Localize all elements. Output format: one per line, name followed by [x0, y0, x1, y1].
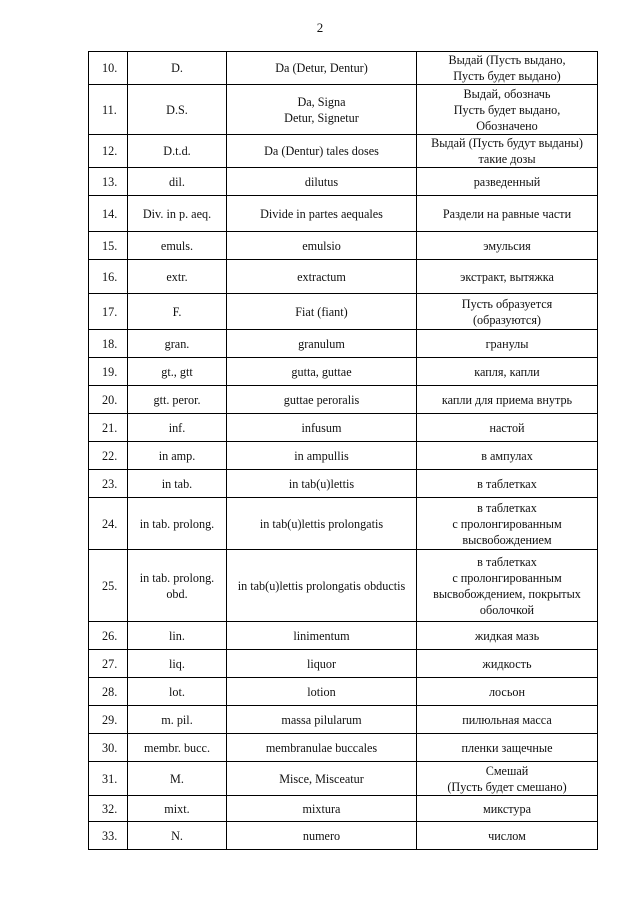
abbreviation-cell: m. pil.	[128, 706, 227, 734]
table-row	[89, 386, 598, 414]
table-row	[89, 550, 598, 622]
row-number: 13.	[89, 168, 128, 196]
table-row	[89, 650, 598, 678]
translation-cell: Выдай, обозначь Пусть будет выдано, Обозначено	[417, 85, 598, 135]
table-row	[89, 622, 598, 650]
latin-term-cell: Misce, Misceatur	[227, 762, 417, 796]
table-row	[89, 498, 598, 550]
abbreviation-cell: in amp.	[128, 442, 227, 470]
abbreviation-cell: gran.	[128, 330, 227, 358]
row-number: 16.	[89, 260, 128, 294]
table-row	[89, 260, 598, 294]
table-row	[89, 796, 598, 822]
latin-term-cell: membranulae buccales	[227, 734, 417, 762]
translation-cell: экстракт, вытяжка	[417, 260, 598, 294]
abbreviation-cell: emuls.	[128, 232, 227, 260]
row-number: 30.	[89, 734, 128, 762]
latin-term-cell: dilutus	[227, 168, 417, 196]
translation-cell: капля, капли	[417, 358, 598, 386]
abbreviations-table	[88, 51, 598, 850]
abbreviation-cell: in tab.	[128, 470, 227, 498]
translation-cell: Смешай (Пусть будет смешано)	[417, 762, 598, 796]
table-row	[89, 442, 598, 470]
abbreviation-cell: in tab. prolong.	[128, 498, 227, 550]
row-number: 19.	[89, 358, 128, 386]
row-number: 33.	[89, 822, 128, 850]
table-row	[89, 294, 598, 330]
latin-term-cell: mixtura	[227, 796, 417, 822]
row-number: 18.	[89, 330, 128, 358]
abbreviation-cell: D.t.d.	[128, 135, 227, 168]
latin-term-cell: linimentum	[227, 622, 417, 650]
translation-cell: жидкая мазь	[417, 622, 598, 650]
row-number: 12.	[89, 135, 128, 168]
abbreviation-cell: in tab. prolong. obd.	[128, 550, 227, 622]
row-number: 17.	[89, 294, 128, 330]
row-number: 24.	[89, 498, 128, 550]
abbreviation-cell: inf.	[128, 414, 227, 442]
table-row	[89, 232, 598, 260]
abbreviation-cell: Div. in p. aeq.	[128, 196, 227, 232]
latin-term-cell: in tab(u)lettis prolongatis obductis	[227, 550, 417, 622]
row-number: 29.	[89, 706, 128, 734]
table-row	[89, 330, 598, 358]
row-number: 31.	[89, 762, 128, 796]
abbreviation-cell: lot.	[128, 678, 227, 706]
latin-term-cell: Fiat (fiant)	[227, 294, 417, 330]
translation-cell: числом	[417, 822, 598, 850]
row-number: 25.	[89, 550, 128, 622]
table-row	[89, 734, 598, 762]
row-number: 20.	[89, 386, 128, 414]
latin-term-cell: guttae peroralis	[227, 386, 417, 414]
abbreviation-cell: gtt. peror.	[128, 386, 227, 414]
row-number: 14.	[89, 196, 128, 232]
translation-cell: эмульсия	[417, 232, 598, 260]
table-row	[89, 135, 598, 168]
abbreviation-cell: membr. bucc.	[128, 734, 227, 762]
abbreviation-cell: mixt.	[128, 796, 227, 822]
latin-term-cell: liquor	[227, 650, 417, 678]
latin-term-cell: lotion	[227, 678, 417, 706]
translation-cell: Пусть образуется (образуются)	[417, 294, 598, 330]
translation-cell: в таблетках с пролонгированным высвобождением, покрытых оболочкой	[417, 550, 598, 622]
row-number: 27.	[89, 650, 128, 678]
latin-term-cell: massa pilularum	[227, 706, 417, 734]
latin-term-cell: extractum	[227, 260, 417, 294]
translation-cell: Раздели на равные части	[417, 196, 598, 232]
row-number: 21.	[89, 414, 128, 442]
abbreviation-cell: lin.	[128, 622, 227, 650]
table-row	[89, 52, 598, 85]
translation-cell: разведенный	[417, 168, 598, 196]
abbreviation-cell: extr.	[128, 260, 227, 294]
row-number: 11.	[89, 85, 128, 135]
table-row	[89, 822, 598, 850]
row-number: 26.	[89, 622, 128, 650]
row-number: 32.	[89, 796, 128, 822]
table-row	[89, 358, 598, 386]
table-row	[89, 706, 598, 734]
abbreviation-cell: D.	[128, 52, 227, 85]
table-row	[89, 678, 598, 706]
table-row	[89, 414, 598, 442]
table-row	[89, 168, 598, 196]
latin-term-cell: Da, Signa Detur, Signetur	[227, 85, 417, 135]
translation-cell: лосьон	[417, 678, 598, 706]
translation-cell: Выдай (Пусть будут выданы) такие дозы	[417, 135, 598, 168]
abbreviation-cell: N.	[128, 822, 227, 850]
latin-term-cell: granulum	[227, 330, 417, 358]
latin-term-cell: Da (Detur, Dentur)	[227, 52, 417, 85]
row-number: 28.	[89, 678, 128, 706]
latin-term-cell: in tab(u)lettis prolongatis	[227, 498, 417, 550]
latin-term-cell: in ampullis	[227, 442, 417, 470]
table-row	[89, 85, 598, 135]
translation-cell: жидкость	[417, 650, 598, 678]
translation-cell: в таблетках с пролонгированным высвобождением	[417, 498, 598, 550]
translation-cell: настой	[417, 414, 598, 442]
latin-term-cell: Da (Dentur) tales doses	[227, 135, 417, 168]
translation-cell: капли для приема внутрь	[417, 386, 598, 414]
translation-cell: в таблетках	[417, 470, 598, 498]
abbreviation-cell: M.	[128, 762, 227, 796]
table-body	[89, 52, 598, 850]
translation-cell: в ампулах	[417, 442, 598, 470]
abbreviation-cell: F.	[128, 294, 227, 330]
latin-term-cell: in tab(u)lettis	[227, 470, 417, 498]
translation-cell: микстура	[417, 796, 598, 822]
translation-cell: гранулы	[417, 330, 598, 358]
row-number: 10.	[89, 52, 128, 85]
translation-cell: пленки защечные	[417, 734, 598, 762]
row-number: 23.	[89, 470, 128, 498]
latin-term-cell: infusum	[227, 414, 417, 442]
table-row	[89, 196, 598, 232]
abbreviation-cell: D.S.	[128, 85, 227, 135]
abbreviation-cell: dil.	[128, 168, 227, 196]
table-row	[89, 470, 598, 498]
table-row	[89, 762, 598, 796]
abbreviation-cell: gt., gtt	[128, 358, 227, 386]
page-number: 2	[316, 20, 324, 35]
latin-term-cell: Divide in partes aequales	[227, 196, 417, 232]
abbreviation-cell: liq.	[128, 650, 227, 678]
row-number: 15.	[89, 232, 128, 260]
latin-term-cell: numero	[227, 822, 417, 850]
latin-term-cell: emulsio	[227, 232, 417, 260]
translation-cell: пилюльная масса	[417, 706, 598, 734]
translation-cell: Выдай (Пусть выдано, Пусть будет выдано)	[417, 52, 598, 85]
row-number: 22.	[89, 442, 128, 470]
latin-term-cell: gutta, guttae	[227, 358, 417, 386]
